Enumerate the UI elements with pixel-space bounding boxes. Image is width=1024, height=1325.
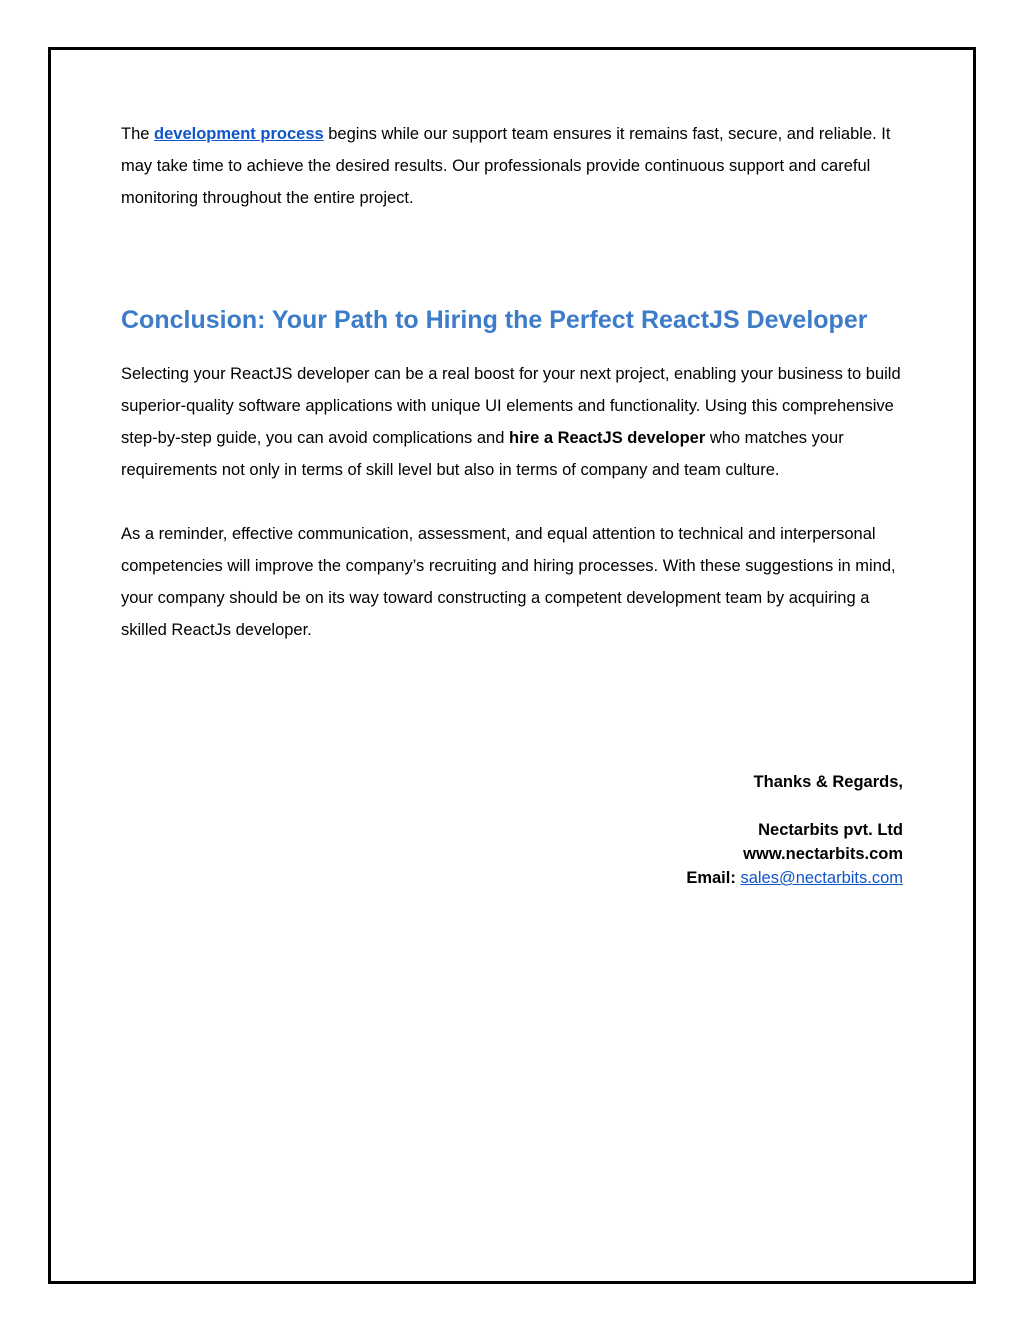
email-line — [686, 866, 903, 890]
conclusion-paragraph-1 — [121, 358, 911, 486]
document-body — [121, 118, 911, 646]
conclusion-p1-prefix: Selecting your ReactJS developer can be a real boost for your next project, enabling your business to build superior-quality software applications with unique UI elements and functionality. Using this comprehensive step-by-step guide, you can avoid complications and — [121, 365, 901, 447]
intro-suffix: begins while our support team ensures it remains fast, secure, and reliable. It may take time to achieve the desired results. Our professionals provide continuous support and careful monitoring throughout the entire project. — [121, 125, 891, 207]
email-label: Email: — [686, 869, 741, 887]
conclusion-p1-suffix: who matches your requirements not only in terms of skill level but also in terms of company and team culture. — [121, 429, 844, 479]
signature-block — [686, 770, 903, 890]
intro-prefix: The — [121, 125, 155, 143]
closing-text: Thanks & Regards, — [753, 773, 903, 791]
conclusion-paragraph-2: As a reminder, effective communication, assessment, and equal attention to technical and interpersonal competencies will improve the company’s recruiting and hiring processes. With these suggestions in mind, your company should be on its way toward constructing a competent development team by acquiring a skilled ReactJs developer. — [121, 525, 896, 639]
company-website: www.nectarbits.com — [743, 845, 903, 863]
intro-paragraph — [121, 118, 911, 214]
hire-reactjs-developer-text: hire a ReactJS developer — [508, 429, 706, 447]
development-process-link[interactable]: development process — [154, 125, 324, 143]
conclusion-heading: Conclusion: Your Path to Hiring the Perfect ReactJS Developer — [121, 306, 868, 334]
email-link[interactable]: sales@nectarbits.com — [740, 869, 903, 887]
company-name: Nectarbits pvt. Ltd — [758, 821, 903, 839]
